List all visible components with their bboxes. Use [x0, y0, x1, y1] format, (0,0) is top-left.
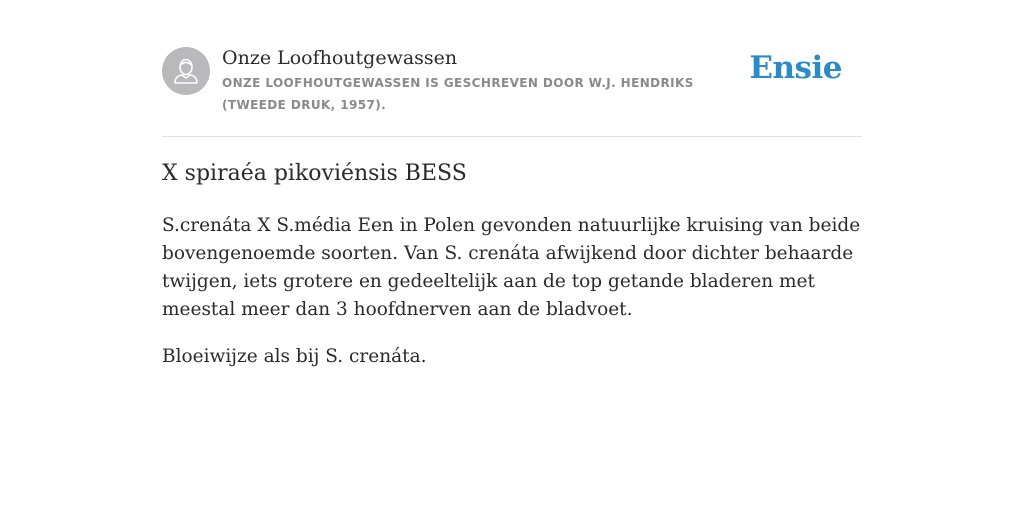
author-name-link[interactable]: Onze Loofhoutgewassen: [222, 47, 458, 69]
entry-content: [162, 158, 862, 390]
author-block: [222, 44, 752, 116]
source-header: [162, 44, 862, 137]
entry-paragraph: S.crenáta X S.média Een in Polen gevonden natuurlijke kruising van beide bovengenoemde soorten. Van S. crenáta afwijkend door dichter behaarde twijgen, iets grotere en gedeeltelijk aan de top getande bladeren met meestal meer dan 3 hoofdnerven aan de bladvoet.: [162, 215, 861, 320]
author-description: ONZE LOOFHOUTGEWASSEN IS GESCHREVEN DOOR W.J. HENDRIKS (TWEEDE DRUK, 1957).: [222, 76, 694, 112]
ensie-logo[interactable]: Ensie: [749, 50, 842, 86]
avatar-user-icon[interactable]: [162, 47, 210, 95]
entry-paragraph: Bloeiwijze als bij S. crenáta.: [162, 346, 427, 367]
entry-title: X spiraéa pikoviénsis BESS: [162, 161, 467, 186]
